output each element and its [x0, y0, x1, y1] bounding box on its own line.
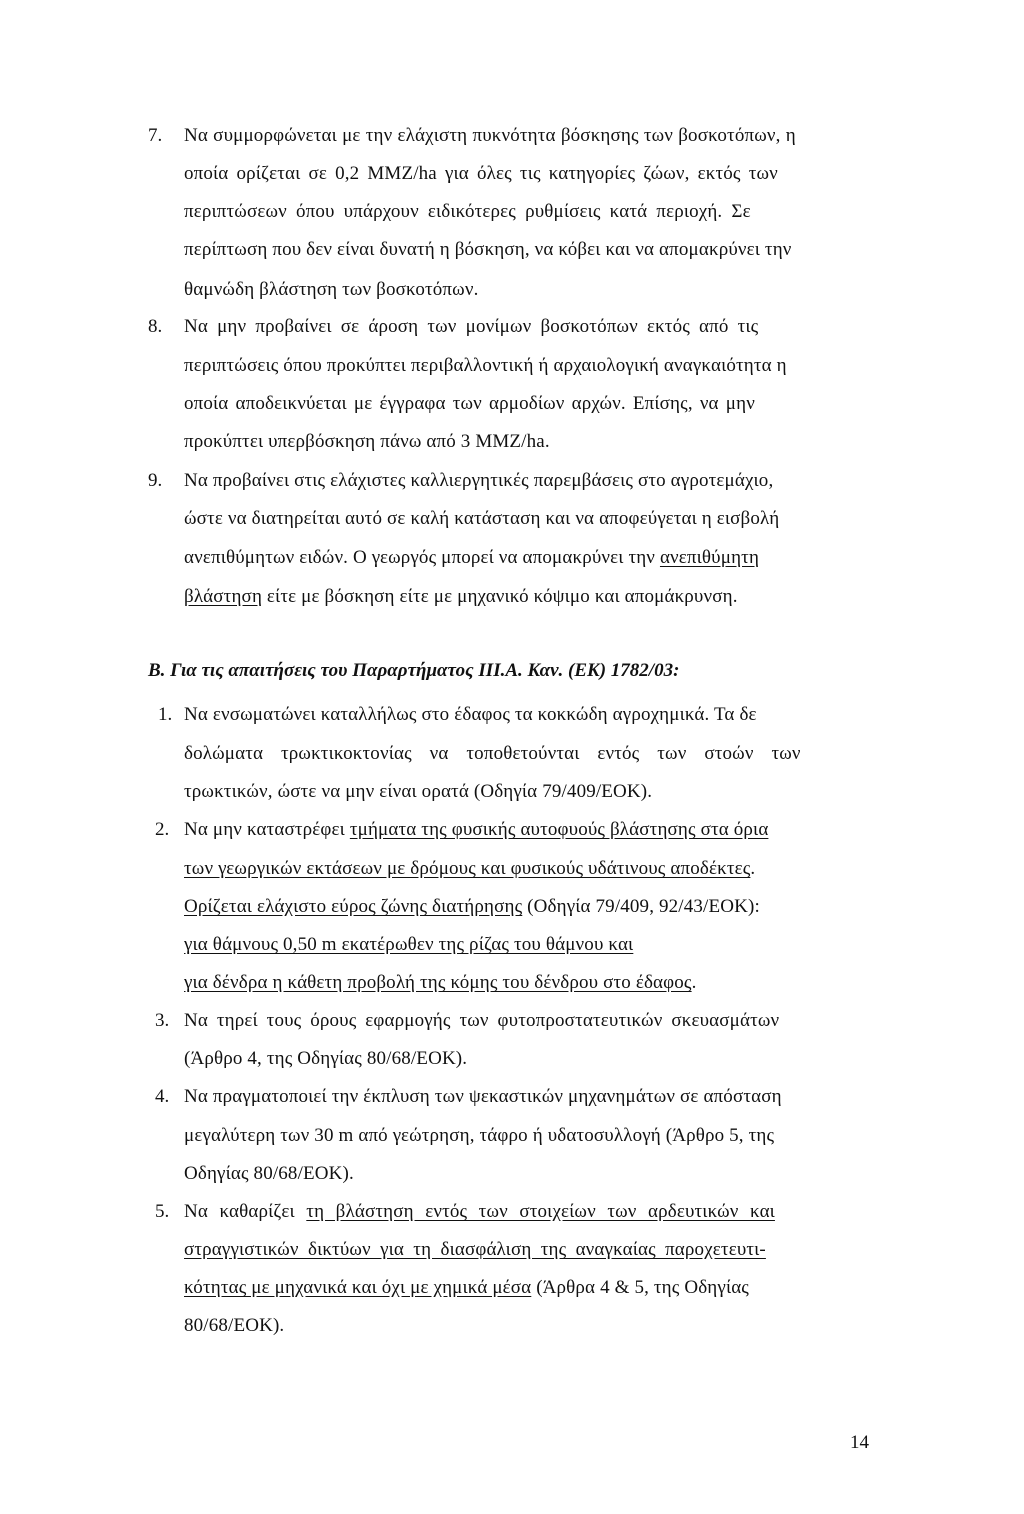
b-item-2-line-4	[184, 934, 633, 956]
item-7-line-5: θαμνώδη βλάστηση των βοσκοτόπων.	[184, 279, 479, 300]
b-item-3-line-1: Να τηρεί τους όρους εφαρμογής των φυτοπροστατευτικών σκευασμάτων	[184, 1010, 780, 1031]
item-9-line-1: Να προβαίνει στις ελάχιστες καλλιεργητικές παρεμβάσεις στο αγροτεμάχιο,	[184, 470, 774, 491]
b-item-2-line-2	[184, 858, 755, 880]
item-8-line-3: οποία αποδεικνύεται με έγγραφα των αρμοδίων αρχών. Επίσης, να μην	[184, 393, 755, 414]
underlined-phrase: για θάμνους 0,50 m εκατέρωθεν της ρίζας του θάμνου και	[184, 934, 634, 955]
item-7-line-2: οποία ορίζεται σε 0,2 ΜΜΖ/ha για όλες τις κατηγορίες ζώων, εκτός των	[184, 163, 778, 184]
underlined-phrase: τη βλάστηση εντός των στοιχείων των αρδευτικών και	[306, 1201, 775, 1222]
item-7-line-1: Να συμμορφώνεται με την ελάχιστη πυκνότητα βόσκησης των βοσκοτόπων, η	[184, 125, 796, 146]
item-9-line-3	[184, 547, 759, 569]
b-item-1-line-3: τρωκτικών, ώστε να μην είναι ορατά (Οδηγία 79/409/ΕΟΚ).	[184, 781, 653, 802]
item-9-line-4	[184, 586, 738, 608]
item-number: 7.	[148, 125, 163, 146]
item-number: 8.	[148, 316, 163, 337]
b-item-1-line-1: Να ενσωματώνει καταλλήλως στο έδαφος τα κοκκώδη αγροχημικά. Τα δε	[184, 704, 757, 725]
section-b-heading: Β. Για τις απαιτήσεις του Παραρτήματος ΙΙΙ.Α. Καν. (ΕΚ) 1782/03:	[148, 660, 680, 681]
b-item-3-line-2: (Άρθρο 4, της Οδηγίας 80/68/ΕΟΚ).	[184, 1048, 468, 1069]
item-number: 5.	[155, 1201, 170, 1222]
item-number: 4.	[155, 1086, 170, 1107]
b-item-4-line-3: Οδηγίας 80/68/ΕΟΚ).	[184, 1163, 354, 1184]
underlined-phrase: των γεωργικών εκτάσεων με δρόμους και φυσικούς υδάτινους αποδέκτες	[184, 858, 751, 879]
b-item-1-line-2: δολώματα τρωκτικοκτονίας να τοποθετούνται εντός των στοών των	[184, 743, 801, 764]
item-9-line-2: ώστε να διατηρείται αυτό σε καλή κατάσταση και να αποφεύγεται η εισβολή	[184, 508, 780, 529]
item-number: 2.	[155, 819, 170, 840]
underlined-phrase: τμήματα της φυσικής αυτοφυούς βλάστησης στα όρια	[349, 819, 769, 840]
b-item-5-line-1	[184, 1201, 775, 1223]
item-8-line-1: Να μην προβαίνει σε άροση των μονίμων βοσκοτόπων εκτός από τις	[184, 316, 759, 337]
b-item-2-line-5-text: .	[691, 972, 697, 993]
b-item-5-line-3	[184, 1277, 749, 1299]
b-item-2-line-2-text: .	[750, 858, 756, 879]
b-item-5-line-1-text: Να καθαρίζει	[184, 1201, 307, 1222]
item-number: 1.	[158, 704, 173, 725]
item-8-line-4: προκύπτει υπερβόσκηση πάνω από 3 ΜΜΖ/ha.	[184, 431, 550, 452]
item-9-line-4-text: είτε με βόσκηση είτε με μηχανικό κόψιμο και απομάκρυνση.	[262, 586, 738, 607]
b-item-2-line-3	[184, 896, 760, 918]
underlined-phrase: κότητας με μηχανικά και όχι με χημικά μέσα	[184, 1277, 532, 1298]
item-number: 9.	[148, 470, 163, 491]
item-8-line-2: περιπτώσεις όπου προκύπτει περιβαλλοντική ή αρχαιολογική αναγκαιότητα η	[184, 355, 787, 376]
item-7-line-3: περιπτώσεων όπου υπάρχουν ειδικότερες ρυθμίσεις κατά περιοχή. Σε	[184, 201, 751, 222]
b-item-2-line-1	[184, 819, 768, 841]
b-item-5-line-4: 80/68/ΕΟΚ).	[184, 1315, 285, 1336]
b-item-5-line-3-text: (Άρθρα 4 & 5, της Οδηγίας	[531, 1277, 749, 1298]
underlined-phrase: βλάστηση	[184, 586, 263, 607]
b-item-2-line-5	[184, 972, 697, 994]
b-item-4-line-2: μεγαλύτερη των 30 m από γεώτρηση, τάφρο ή υδατοσυλλογή (Άρθρο 5, της	[184, 1125, 775, 1146]
underlined-phrase: ανεπιθύμητη	[659, 547, 760, 568]
underlined-phrase: στραγγιστικών δικτύων για τη διασφάλιση της αναγκαίας παροχετευτι-	[184, 1239, 766, 1260]
b-item-5-line-2	[184, 1239, 766, 1261]
b-item-2-line-3-text: (Οδηγία 79/409, 92/43/ΕΟΚ):	[522, 896, 760, 917]
b-item-4-line-1: Να πραγματοποιεί την έκπλυση των ψεκαστικών μηχανημάτων σε απόσταση	[184, 1086, 782, 1107]
underlined-phrase: Ορίζεται ελάχιστο εύρος ζώνης διατήρησης	[184, 896, 523, 917]
b-item-2-line-1-text: Να μην καταστρέφει	[184, 819, 350, 840]
page-number: 14	[850, 1432, 869, 1453]
item-number: 3.	[155, 1010, 170, 1031]
item-7-line-4: περίπτωση που δεν είναι δυνατή η βόσκηση, να κόβει και να απομακρύνει την	[184, 239, 792, 260]
underlined-phrase: για δένδρα η κάθετη προβολή της κόμης του δένδρου στο έδαφος	[184, 972, 692, 993]
item-9-line-3-text: ανεπιθύμητων ειδών. Ο γεωργός μπορεί να απομακρύνει την	[184, 547, 660, 568]
